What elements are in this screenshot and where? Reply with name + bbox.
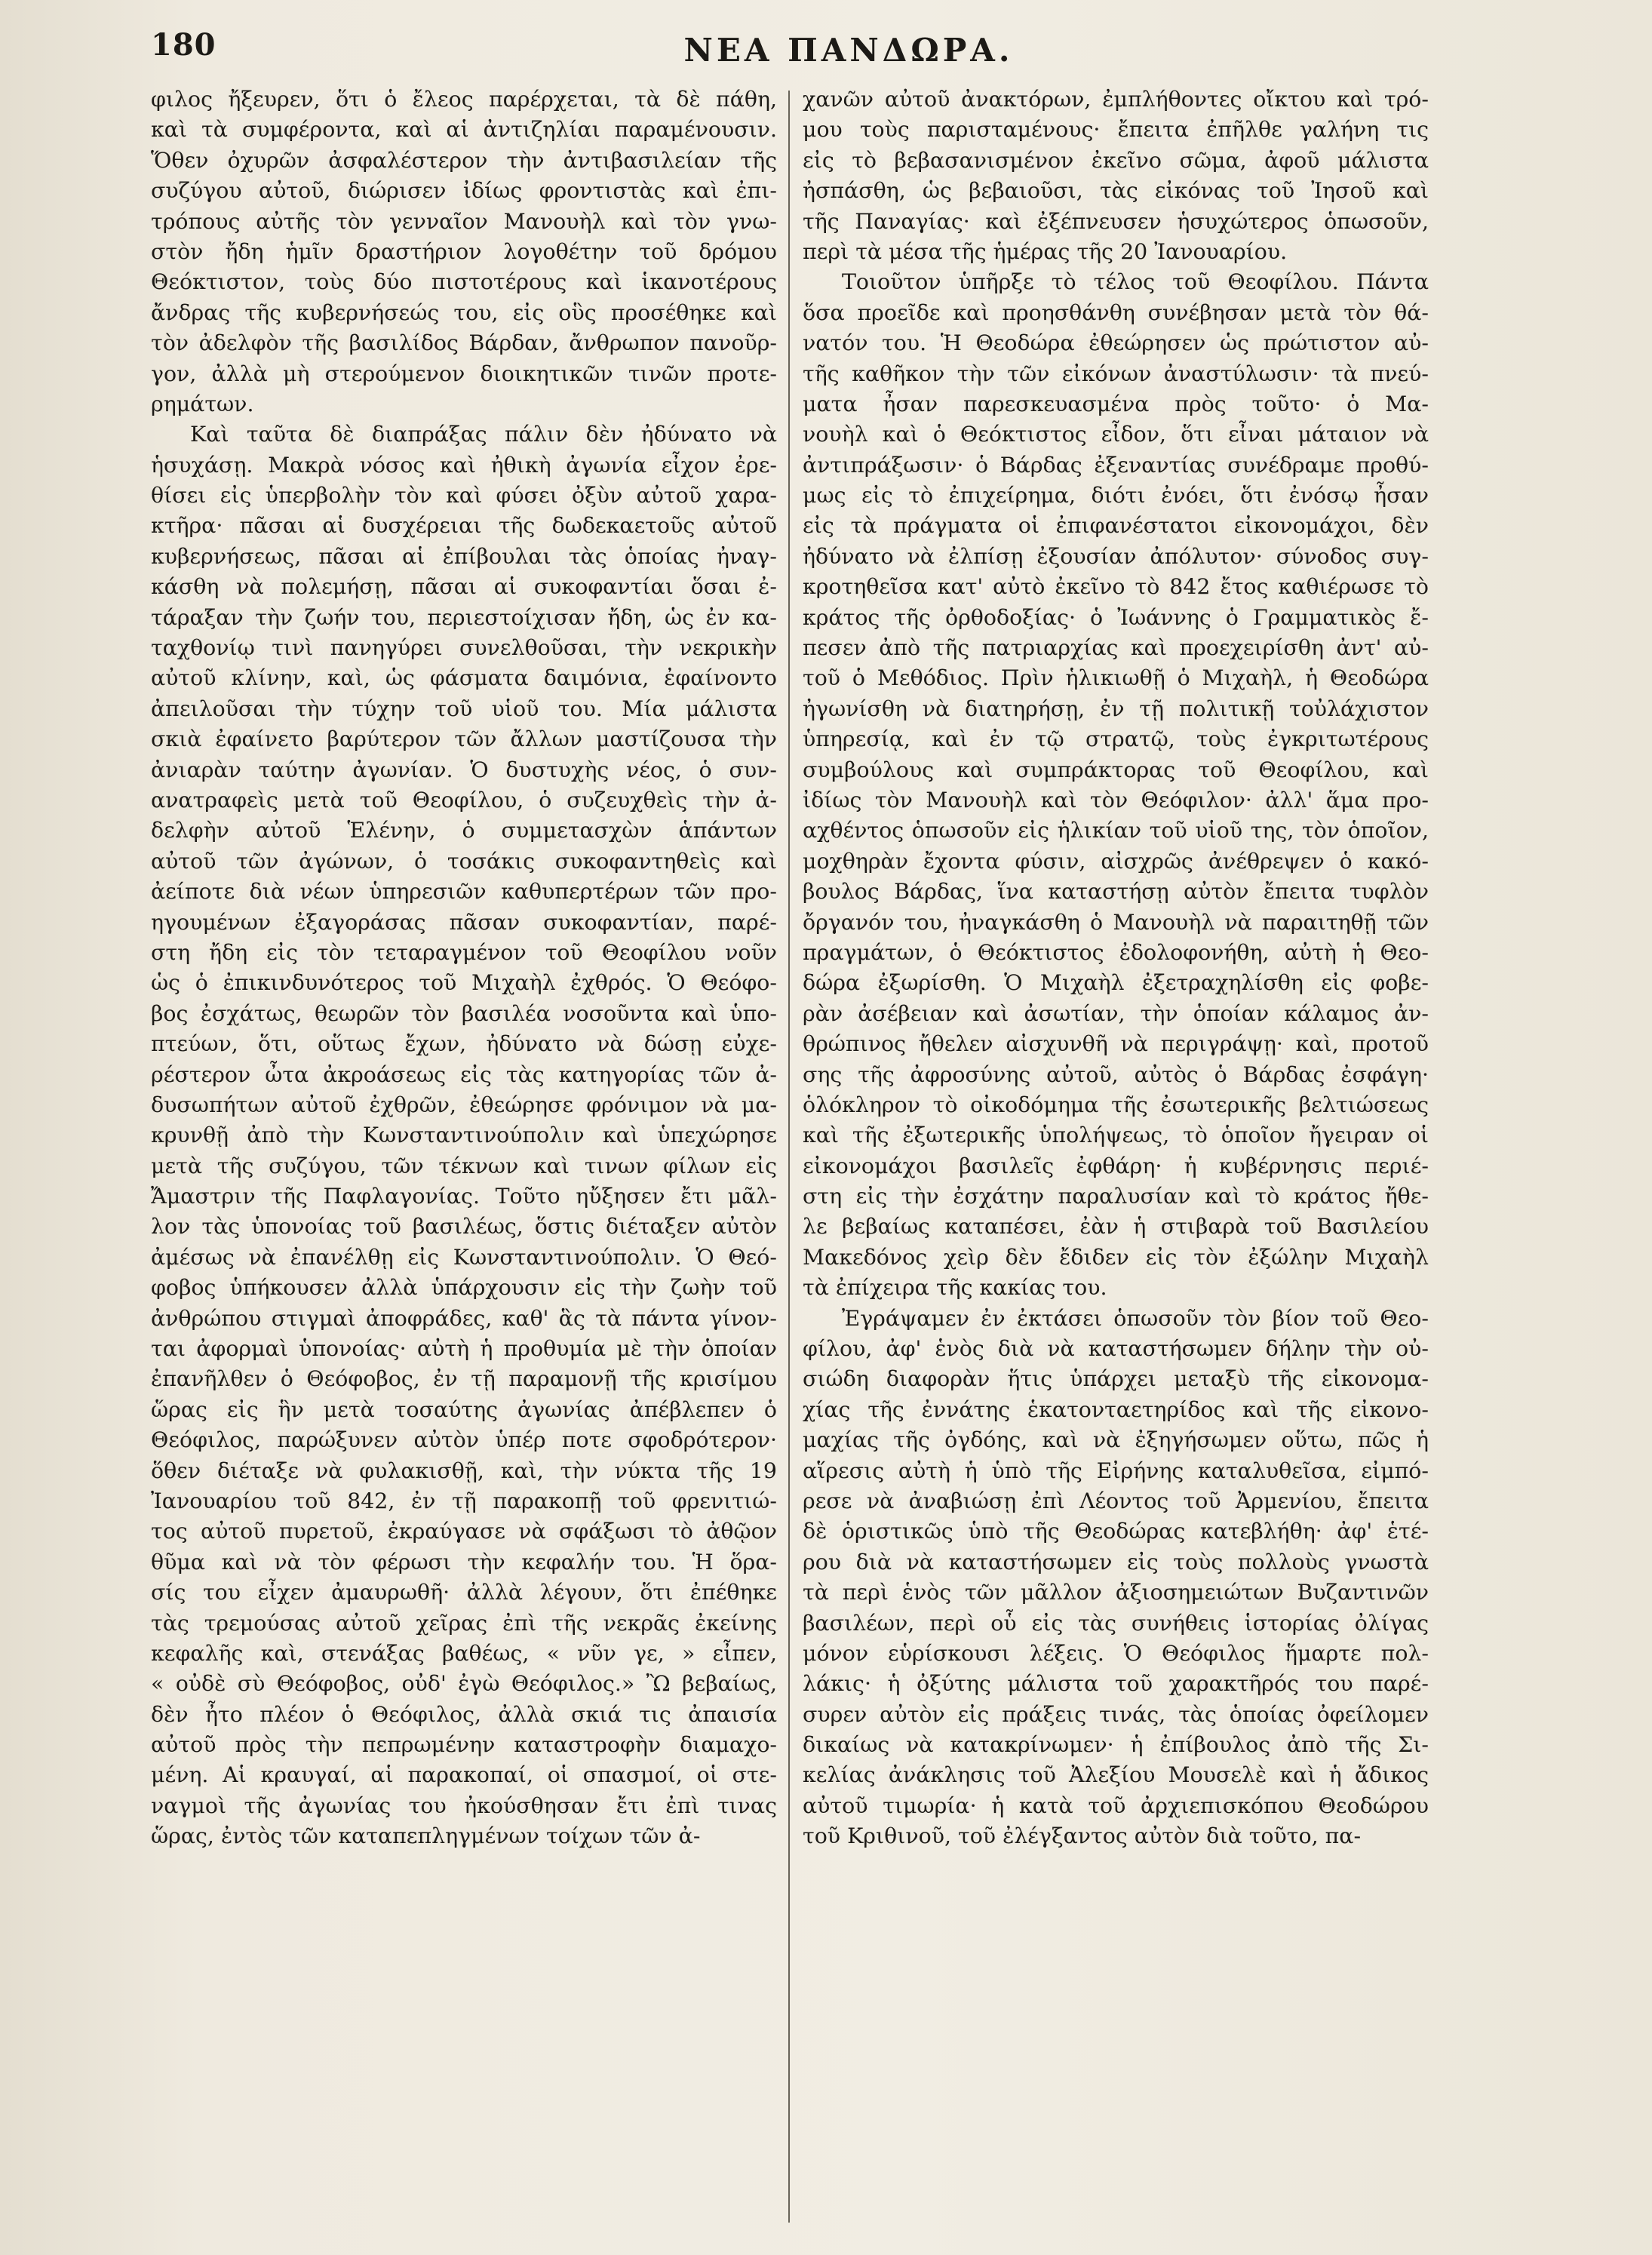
text-line: τὸν ἀδελφὸν τῆς βασιλίδος Βάρδαν, ἄνθρωπον πανοῦρ-	[151, 330, 777, 356]
text-columns	[151, 84, 1429, 2227]
text-line: λον τὰς ὑπονοίας τοῦ βασιλέως, ὅστις διέταξεν αὐτὸν	[151, 1214, 777, 1240]
text-line: ἄνδρας τῆς κυβερνήσεώς του, εἰς οὓς προσέθηκε καὶ	[151, 300, 777, 325]
text-line: Ἰανουαρίου τοῦ 842, ἐν τῇ παρακοπῇ τοῦ φρενιτιώ-	[151, 1488, 777, 1513]
text-line: νατόν του. Ἡ Θεοδώρα ἐθεώρησεν ὡς πρώτιστον αὐ-	[803, 330, 1429, 356]
text-line: στὸν ἤδη ἡμῖν δραστήριον λογοθέτην τοῦ δρόμου	[151, 238, 777, 264]
text-line: δὲν ἦτο πλέον ὁ Θεόφιλος, ἀλλὰ σκιά τις ἀπαισία	[151, 1701, 777, 1727]
text-line: μως εἰς τὸ ἐπιχείρημα, διότι ἐνόει, ὅτι ἐνόσῳ ἦσαν	[803, 483, 1429, 508]
text-line: λε βεβαίως καταπέσει, ἐὰν ἡ στιβαρὰ τοῦ Βασιλείου	[803, 1214, 1429, 1240]
text-line: ἀπειλοῦσαι τὴν τύχην τοῦ υἱοῦ του. Μία μάλιστα	[151, 696, 777, 721]
text-line: λάκις· ἡ ὀξύτης μάλιστα τοῦ χαρακτῆρός του παρέ-	[803, 1671, 1429, 1697]
text-line: τὰ περὶ ἑνὸς τῶν μᾶλλον ἀξιοσημειώτων Βυζαντινῶν	[803, 1580, 1429, 1605]
text-line: δὲ ὁριστικῶς ὑπὸ τῆς Θεοδώρας κατεβλήθη· ἀφ' ἑτέ-	[803, 1519, 1429, 1544]
text-line: αὐτοῦ πρὸς τὴν πεπρωμένην καταστροφὴν διαμαχο-	[151, 1732, 777, 1758]
text-line: συμβούλους καὶ συμπράκτορας τοῦ Θεοφίλου, καὶ	[803, 757, 1429, 782]
text-line: καὶ τῆς ἐξωτερικῆς ὑπολήψεως, τὸ ὁποῖον ἤγειραν οἱ	[803, 1123, 1429, 1148]
text-line: τῆς Παναγίας· καὶ ἐξέπνευσεν ἡσυχώτερος ὁπωσοῦν,	[803, 208, 1429, 234]
text-line: δικαίως νὰ κατακρίνωμεν· ἡ ἐπίβουλος ἀπὸ τῆς Σι-	[803, 1732, 1429, 1758]
text-line: ὥρας, ἐντὸς τῶν καταπεπληγμένων τοίχων τῶν ἀ-	[151, 1823, 701, 1849]
text-line: ὁλόκληρον τὸ οἰκοδόμημα τῆς ἐσωτερικῆς βελτιώσεως	[803, 1092, 1429, 1117]
text-line: ανατραφεὶς μετὰ τοῦ Θεοφίλου, ὁ συζευχθεὶς τὴν ἀ-	[151, 787, 777, 813]
text-line: σίς του εἶχεν ἀμαυρωθῆ· ἀλλὰ λέγουν, ὅτι ἐπέθηκε	[151, 1580, 777, 1605]
text-line: εἰς τὰ πράγματα οἱ ἐπιφανέστατοι εἰκονομάχοι, δὲν	[803, 513, 1429, 539]
text-line: Θεόφιλος, παρώξυνεν αὐτὸν ὑπέρ ποτε σφοδρότερον·	[151, 1427, 777, 1453]
text-line: φιλος ἤξευρεν, ὅτι ὁ ἔλεος παρέρχεται, τὰ δὲ πάθη,	[151, 87, 777, 112]
text-line: ρέστερον ὦτα ἀκροάσεως εἰς τὰς κατηγορίας τῶν ἀ-	[151, 1061, 777, 1087]
text-line: δυσωπήτων αὐτοῦ ἐχθρῶν, ἐθεώρησε φρόνιμον νὰ μα-	[151, 1092, 777, 1117]
text-line: νουὴλ καὶ ὁ Θεόκτιστος εἶδον, ὅτι εἶναι μάταιον νὰ	[803, 422, 1429, 447]
text-line: θίσει εἰς ὑπερβολὴν τὸν καὶ φύσει ὀξὺν αὐτοῦ χαρα-	[151, 483, 777, 508]
text-line: περὶ τὰ μέσα τῆς ἡμέρας τῆς 20 Ἰανουαρίου.	[803, 238, 1288, 264]
text-line: « οὐδὲ σὺ Θεόφοβος, οὐδ' ἐγὼ Θεόφιλος.» Ὢ βεβαίως,	[151, 1671, 777, 1697]
text-line: σης τῆς ἀφροσύνης αὐτοῦ, αὐτὸς ὁ Βάρδας ἐσφάγη·	[803, 1061, 1429, 1087]
text-line: χανῶν αὐτοῦ ἀνακτόρων, ἐμπλήθοντες οἴκτου καὶ τρό-	[803, 87, 1429, 112]
running-title: ΝΕΑ ΠΑΝΔΩΡΑ.	[683, 32, 1014, 69]
text-line: ρὰν ἀσέβειαν καὶ ἀσωτίαν, τὴν ὁποίαν κάλαμος ἀν-	[803, 1000, 1429, 1026]
text-line: ρημάτων.	[151, 391, 254, 416]
text-line: μοχθηρὰν ἔχοντα φύσιν, αἰσχρῶς ἀνέθρεψεν ὁ κακό-	[803, 848, 1429, 874]
text-line: σιώδη διαφορὰν ἥτις ὑπάρχει μεταξὺ τῆς εἰκονομα-	[803, 1366, 1429, 1392]
text-line: τὰς τρεμούσας αὐτοῦ χεῖρας ἐπὶ τῆς νεκρᾶς ἐκείνης	[151, 1610, 777, 1636]
text-line: ἡσυχάσῃ. Μακρὰ νόσος καὶ ἠθικὴ ἀγωνία εἶχον ἐρε-	[151, 452, 777, 478]
text-line: βασιλέων, περὶ οὗ εἰς τὰς συνήθεις ἱστορίας ὀλίγας	[803, 1610, 1429, 1636]
text-line: ηγουμένων ἐξαγοράσας πᾶσαν συκοφαντίαν, παρέ-	[151, 909, 777, 935]
text-line: ὄργανόν του, ἠναγκάσθη ὁ Μανουὴλ νὰ παραιτηθῇ τῶν	[803, 909, 1429, 935]
text-line: δώρα ἐξωρίσθη. Ὁ Μιχαὴλ ἐξετραχηλίσθη εἰς φοβε-	[803, 970, 1429, 996]
text-line: εἰκονομάχοι βασιλεῖς ἐφθάρη· ἡ κυβέρνησις περιέ-	[803, 1153, 1429, 1178]
text-line: στη εἰς τὴν ἐσχάτην παραλυσίαν καὶ τὸ κράτος ἤθε-	[803, 1184, 1429, 1209]
left-column	[151, 84, 777, 2227]
text-line: μόνον εὑρίσκουσι λέξεις. Ὁ Θεόφιλος ἥμαρτε πολ-	[803, 1640, 1429, 1666]
text-line: μετὰ τῆς συζύγου, τῶν τέκνων καὶ τινων φίλων εἰς	[151, 1153, 777, 1178]
right-column	[803, 84, 1429, 2227]
text-line: ταχθονίῳ τινὶ πανηγύρει συνελθοῦσαι, τὴν νεκρικὴν	[151, 635, 777, 661]
text-line: τος αὐτοῦ πυρετοῦ, ἐκραύγασε νὰ σφάξωσι τὸ ἀθῷον	[151, 1519, 777, 1544]
text-line: τὰ ἐπίχειρα τῆς κακίας του.	[803, 1275, 1107, 1301]
text-line: Ὅθεν ὀχυρῶν ἀσφαλέστερον τὴν ἀντιβασιλείαν τῆς	[151, 147, 777, 173]
text-line: κροτηθεῖσα κατ' αὐτὸ ἐκεῖνο τὸ 842 ἔτος καθιέρωσε τὸ	[803, 574, 1429, 600]
text-line: ἀνιαρὰν ταύτην ἀγωνίαν. Ὁ δυστυχὴς νέος, ὁ συν-	[151, 757, 777, 782]
text-line: τοῦ Κριθινοῦ, τοῦ ἐλέγξαντος αὐτὸν διὰ τοῦτο, πα-	[803, 1823, 1362, 1849]
column-divider	[788, 91, 790, 2223]
text-line: Μακεδόνος χεὶρ δὲν ἔδιδεν εἰς τὸν ἐξώλην Μιχαὴλ	[803, 1244, 1429, 1270]
text-line: βος ἐσχάτως, θεωρῶν τὸν βασιλέα νοσοῦντα καὶ ὑπο-	[151, 1000, 777, 1026]
page-header	[151, 21, 1426, 74]
text-line: δελφὴν αὐτοῦ Ἑλένην, ὁ συμμετασχὼν ἁπάντων	[151, 818, 777, 843]
text-line: αἵρεσις αὐτὴ ἡ ὑπὸ τῆς Εἰρήνης καταλυθεῖσα, εἰμπό-	[803, 1458, 1429, 1483]
text-line: συρεν αὐτὸν εἰς πράξεις τινάς, τὰς ὁποίας ὀφείλομεν	[803, 1701, 1429, 1727]
text-line: Τοιοῦτον ὑπῆρξε τὸ τέλος τοῦ Θεοφίλου. Πάντα	[842, 269, 1429, 295]
text-line: Ἐγράψαμεν ἐν ἐκτάσει ὁπωσοῦν τὸν βίον τοῦ Θεο-	[842, 1305, 1429, 1331]
text-line: κρυνθῇ ἀπὸ τὴν Κωνσταντινούπολιν καὶ ὑπεχώρησε	[151, 1123, 777, 1148]
text-line: Καὶ ταῦτα δὲ διαπράξας πάλιν δὲν ἠδύνατο νὰ	[190, 422, 777, 447]
text-line: κεφαλῆς καὶ, στενάξας βαθέως, « νῦν γε, » εἶπεν,	[151, 1640, 777, 1666]
text-line: Θεόκτιστον, τοὺς δύο πιστοτέρους καὶ ἱκανοτέρους	[151, 269, 777, 295]
text-line: θῦμα καὶ νὰ τὸν φέρωσι τὴν κεφαλήν του. Ἡ ὅρα-	[151, 1549, 777, 1575]
text-line: κράτος τῆς ὀρθοδοξίας· ὁ Ἰωάννης ὁ Γραμματικὸς ἔ-	[803, 604, 1429, 630]
text-line: βουλος Βάρδας, ἵνα καταστήσῃ αὐτὸν ἔπειτα τυφλὸν	[803, 879, 1429, 905]
text-line: αὐτοῦ κλίνην, καὶ, ὡς φάσματα δαιμόνια, ἐφαίνοντο	[151, 665, 777, 691]
text-line: φίλου, ἀφ' ἑνὸς διὰ νὰ καταστήσωμεν δήλην τὴν οὐ-	[803, 1336, 1429, 1362]
text-line: μένη. Αἱ κραυγαί, αἱ παρακοπαί, οἱ σπασμοί, οἱ στε-	[151, 1762, 777, 1788]
text-line: κάσθη νὰ πολεμήσῃ, πᾶσαι αἱ συκοφαντίαι ὅσαι ἐ-	[151, 574, 777, 600]
text-line: ται ἀφορμαὶ ὑπονοίας· αὐτὴ ἡ προθυμία μὲ τὴν ὁποίαν	[151, 1336, 777, 1362]
text-line: ἀντιπράξωσιν· ὁ Βάρδας ἐξεναντίας συνέδραμε προθύ-	[803, 452, 1429, 478]
text-line: ὅθεν διέταξε νὰ φυλακισθῇ, καὶ, τὴν νύκτα τῆς 19	[151, 1458, 777, 1483]
text-line: ὅσα προεῖδε καὶ προησθάνθη συνέβησαν μετὰ τὸν θά-	[803, 300, 1429, 325]
text-line: πεσεν ἀπὸ τῆς πατριαρχίας καὶ προεχειρίσθη ἀντ' αὐ-	[803, 635, 1429, 661]
text-line: κελίας ἀνάκλησις τοῦ Ἀλεξίου Μουσελὲ καὶ ἡ ἄδικος	[803, 1762, 1429, 1788]
text-line: καὶ τὰ συμφέροντα, καὶ αἱ ἀντιζηλίαι παραμένουσιν.	[151, 117, 777, 143]
text-line: μου τοὺς παρισταμένους· ἔπειτα ἐπῆλθε γαλήνη τις	[803, 117, 1429, 143]
text-line: κυβερνήσεως, πᾶσαι αἱ ἐπίβουλαι τὰς ὁποίας ἠναγ-	[151, 543, 777, 569]
text-line: ματα ἦσαν παρεσκευασμένα πρὸς τοῦτο· ὁ Μα-	[803, 391, 1429, 416]
text-line: ἀμέσως νὰ ἐπανέλθῃ εἰς Κωνσταντινούπολιν. Ὁ Θεό-	[151, 1244, 777, 1270]
text-line: ἠδύνατο νὰ ἐλπίσῃ ἐξουσίαν ἀπόλυτον· σύνοδος συγ-	[803, 543, 1429, 569]
text-line: μαχίας τῆς ὀγδόης, καὶ νὰ ἐξηγήσωμεν οὕτω, πῶς ἡ	[803, 1427, 1429, 1453]
text-line: κτῆρα· πᾶσαι αἱ δυσχέρειαι τῆς δωδεκαετοῦς αὐτοῦ	[151, 513, 777, 539]
text-line: αὐτοῦ τῶν ἀγώνων, ὁ τοσάκις συκοφαντηθεὶς καὶ	[151, 848, 777, 874]
text-line: ρεσε νὰ ἀναβιώσῃ ἐπὶ Λέοντος τοῦ Ἀρμενίου, ἔπειτα	[803, 1488, 1429, 1513]
text-line: τάραξαν τὴν ζωήν του, περιεστοίχισαν ἤδη, ὡς ἐν κα-	[151, 604, 777, 630]
text-line: στη ἤδη εἰς τὸν τεταραγμένον τοῦ Θεοφίλου νοῦν	[151, 939, 777, 965]
text-line: γον, ἀλλὰ μὴ στερούμενον διοικητικῶν τινῶν προτε-	[151, 361, 777, 386]
text-line: ἠσπάσθη, ὡς βεβαιοῦσι, τὰς εἰκόνας τοῦ Ἰησοῦ καὶ	[803, 178, 1429, 204]
text-line: ρου διὰ νὰ καταστήσωμεν εἰς τοὺς πολλοὺς γνωστὰ	[803, 1549, 1429, 1575]
text-line: ἰδίως τὸν Μανουὴλ καὶ τὸν Θεόφιλον· ἀλλ' ἅμα προ-	[803, 787, 1429, 813]
text-line: συζύγου αὐτοῦ, διώρισεν ἰδίως φροντιστὰς καὶ ἐπι-	[151, 178, 777, 204]
text-line: ἀείποτε διὰ νέων ὑπηρεσιῶν καθυπερτέρων τῶν προ-	[151, 879, 777, 905]
text-line: τοῦ ὁ Μεθόδιος. Πρὶν ἡλικιωθῇ ὁ Μιχαὴλ, ἡ Θεοδώρα	[803, 665, 1429, 691]
text-line: ἀνθρώπου στιγμαὶ ἀποφράδες, καθ' ἃς τὰ πάντα γίνον-	[151, 1305, 777, 1331]
text-line: σκιὰ ἐφαίνετο βαρύτερον τῶν ἄλλων μαστίζουσα τὴν	[151, 727, 777, 752]
text-line: θρώπινος ἤθελεν αἰσχυνθῆ νὰ περιγράψῃ· καὶ, προτοῦ	[803, 1031, 1429, 1057]
text-line: ναγμοὶ τῆς ἀγωνίας του ἠκούσθησαν ἔτι ἐπὶ τινας	[151, 1793, 777, 1818]
text-line: φοβος ὑπήκουσεν ἀλλὰ ὑπάρχουσιν εἰς τὴν ζωὴν τοῦ	[151, 1275, 777, 1301]
text-line: εἰς τὸ βεβασανισμένον ἐκεῖνο σῶμα, ἀφοῦ μάλιστα	[803, 147, 1429, 173]
text-line: πτεύων, ὅτι, οὕτως ἔχων, ἠδύνατο νὰ δώσῃ εὐχε-	[151, 1031, 777, 1057]
text-line: τρόπους αὐτῆς τὸν γενναῖον Μανουὴλ καὶ τὸν γνω-	[151, 208, 777, 234]
text-line: αχθέντος ὁπωσοῦν εἰς ἡλικίαν τοῦ υἱοῦ της, τὸν ὁποῖον,	[803, 818, 1429, 843]
text-line: ὥρας εἰς ἣν μετὰ τοσαύτης ἀγωνίας ἀπέβλεπεν ὁ	[151, 1396, 777, 1422]
text-line: Ἄμαστριν τῆς Παφλαγονίας. Τοῦτο ηὔξησεν ἔτι μᾶλ-	[151, 1184, 777, 1209]
text-line: ὡς ὁ ἐπικινδυνότερος τοῦ Μιχαὴλ ἐχθρός. Ὁ Θεόφο-	[151, 970, 777, 996]
text-line: τῆς καθῆκον τὴν τῶν εἰκόνων ἀναστύλωσιν· τὰ πνεύ-	[803, 361, 1429, 386]
text-line: πραγμάτων, ὁ Θεόκτιστος ἐδολοφονήθη, αὐτὴ ἡ Θεο-	[803, 939, 1429, 965]
text-line: ἐπανῆλθεν ὁ Θεόφοβος, ἐν τῇ παραμονῇ τῆς κρισίμου	[151, 1366, 777, 1392]
text-line: ἠγωνίσθη νὰ διατηρήσῃ, ἐν τῇ πολιτικῇ τοὐλάχιστον	[803, 696, 1429, 721]
page-number: 180	[151, 27, 216, 63]
text-line: χίας τῆς ἐννάτης ἑκατονταετηρίδος καὶ τῆς εἰκονο-	[803, 1396, 1429, 1422]
text-line: αὐτοῦ τιμωρία· ἡ κατὰ τοῦ ἀρχιεπισκόπου Θεοδώρου	[803, 1793, 1429, 1818]
text-line: ὑπηρεσίᾳ, καὶ ἐν τῷ στρατῷ, τοὺς ἐγκριτωτέρους	[803, 727, 1429, 752]
